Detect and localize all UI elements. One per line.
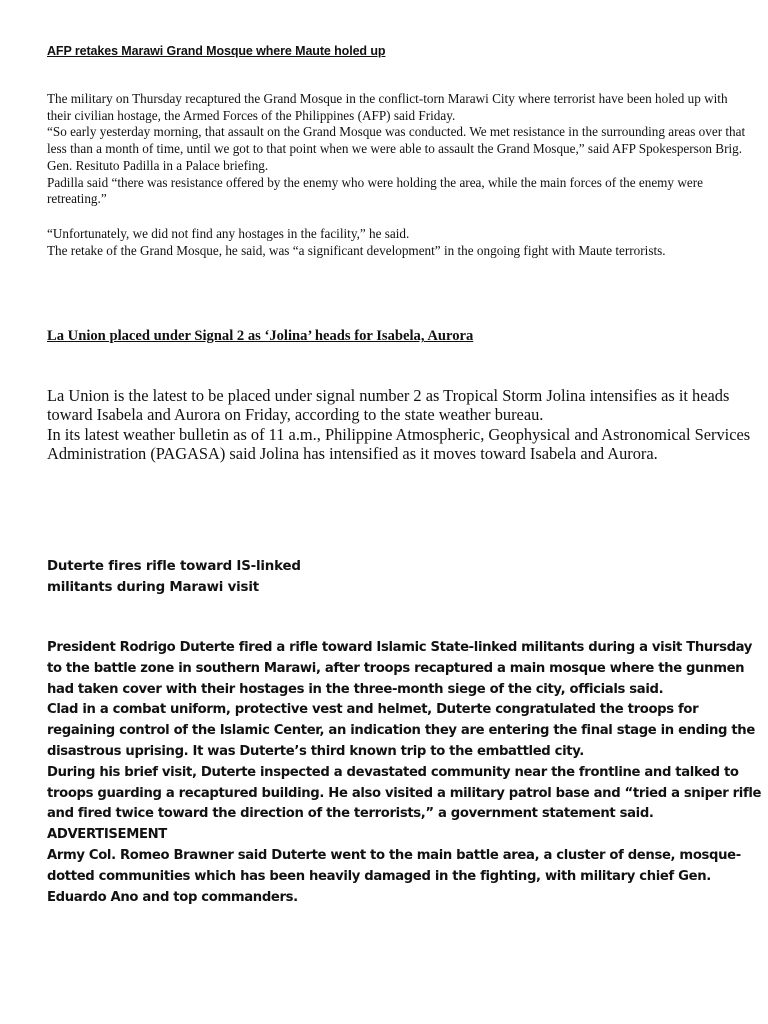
article-1-body-part-2 — [47, 226, 747, 259]
article-1-title: AFP retakes Marawi Grand Mosque where Maute holed up — [47, 44, 386, 58]
article-3-paragraph-3: During his brief visit, Duterte inspected a devastated community near the frontline and talked to troops guarding a recaptured building. He also visited a military patrol base and “tried a sniper rifle and fired twice toward the direction of the terrorists,” a government statement said. — [47, 764, 762, 822]
article-1-paragraph-2: “So early yesterday morning, that assault on the Grand Mosque was conducted. We met resistance in the surrounding areas over that less than a month of time, until we got to that point when we were able to assault the Grand Mosque,” said AFP Spokesperson Brig. Gen. Resituto Padilla in a Palace briefing. — [47, 124, 746, 173]
article-2-body — [47, 386, 757, 463]
article-1-paragraph-1: The military on Thursday recaptured the Grand Mosque in the conflict-torn Marawi City where terrorist have been holed up with their civilian hostage, the Armed Forces of the Philippines (AFP) said Friday. — [47, 91, 728, 123]
article-3-paragraph-4: Army Col. Romeo Brawner said Duterte went to the main battle area, a cluster of dense, mosque-dotted communities which has been heavily damaged in the fighting, with military chief Gen. Eduardo Ano and top commanders. — [47, 847, 741, 905]
article-1-paragraph-5: The retake of the Grand Mosque, he said, was “a significant development” in the ongoing fight with Maute terrorists. — [47, 242, 666, 258]
article-3-title — [47, 556, 367, 598]
article-3-paragraph-1: President Rodrigo Duterte fired a rifle toward Islamic State-linked militants during a visit Thursday to the battle zone in southern Marawi, after troops recaptured a main mosque where the gunmen had taken cover with their hostages in the three-month siege of the city, officials said. — [47, 640, 753, 697]
article-1-paragraph-4: “Unfortunately, we did not find any hostages in the facility,” he said. — [47, 226, 410, 241]
article-3-paragraph-2: Clad in a combat uniform, protective vest and helmet, Duterte congratulated the troops for regaining control of the Islamic Center, an indication they are entering the final stage in ending the disastrous uprising. It was Duterte’s third known trip to the embattled city. — [47, 702, 755, 759]
article-2-paragraph-2: In its latest weather bulletin as of 11 a.m., Philippine Atmospheric, Geophysical and Astronomical Services Administration (PAGASA) said Jolina has intensified as it moves toward Isabela and Aurora. — [47, 424, 751, 463]
advertisement-label: ADVERTISEMENT — [47, 827, 167, 843]
article-1-paragraph-3: Padilla said “there was resistance offered by the enemy who were holding the area, while the main forces of the enemy were retreating.” — [47, 174, 703, 207]
article-3-title-line-1: Duterte fires rifle toward IS-linked — [47, 559, 301, 574]
article-3-title-line-2: militants during Marawi visit — [47, 580, 259, 595]
article-3-body — [47, 638, 762, 908]
article-2-title: La Union placed under Signal 2 as ‘Jolina’ heads for Isabela, Aurora — [47, 328, 474, 344]
article-1-body-part-1 — [47, 91, 747, 208]
article-2-paragraph-1: La Union is the latest to be placed under signal number 2 as Tropical Storm Jolina intensifies as it heads toward Isabela and Aurora on Friday, according to the state weather bureau. — [47, 386, 730, 425]
